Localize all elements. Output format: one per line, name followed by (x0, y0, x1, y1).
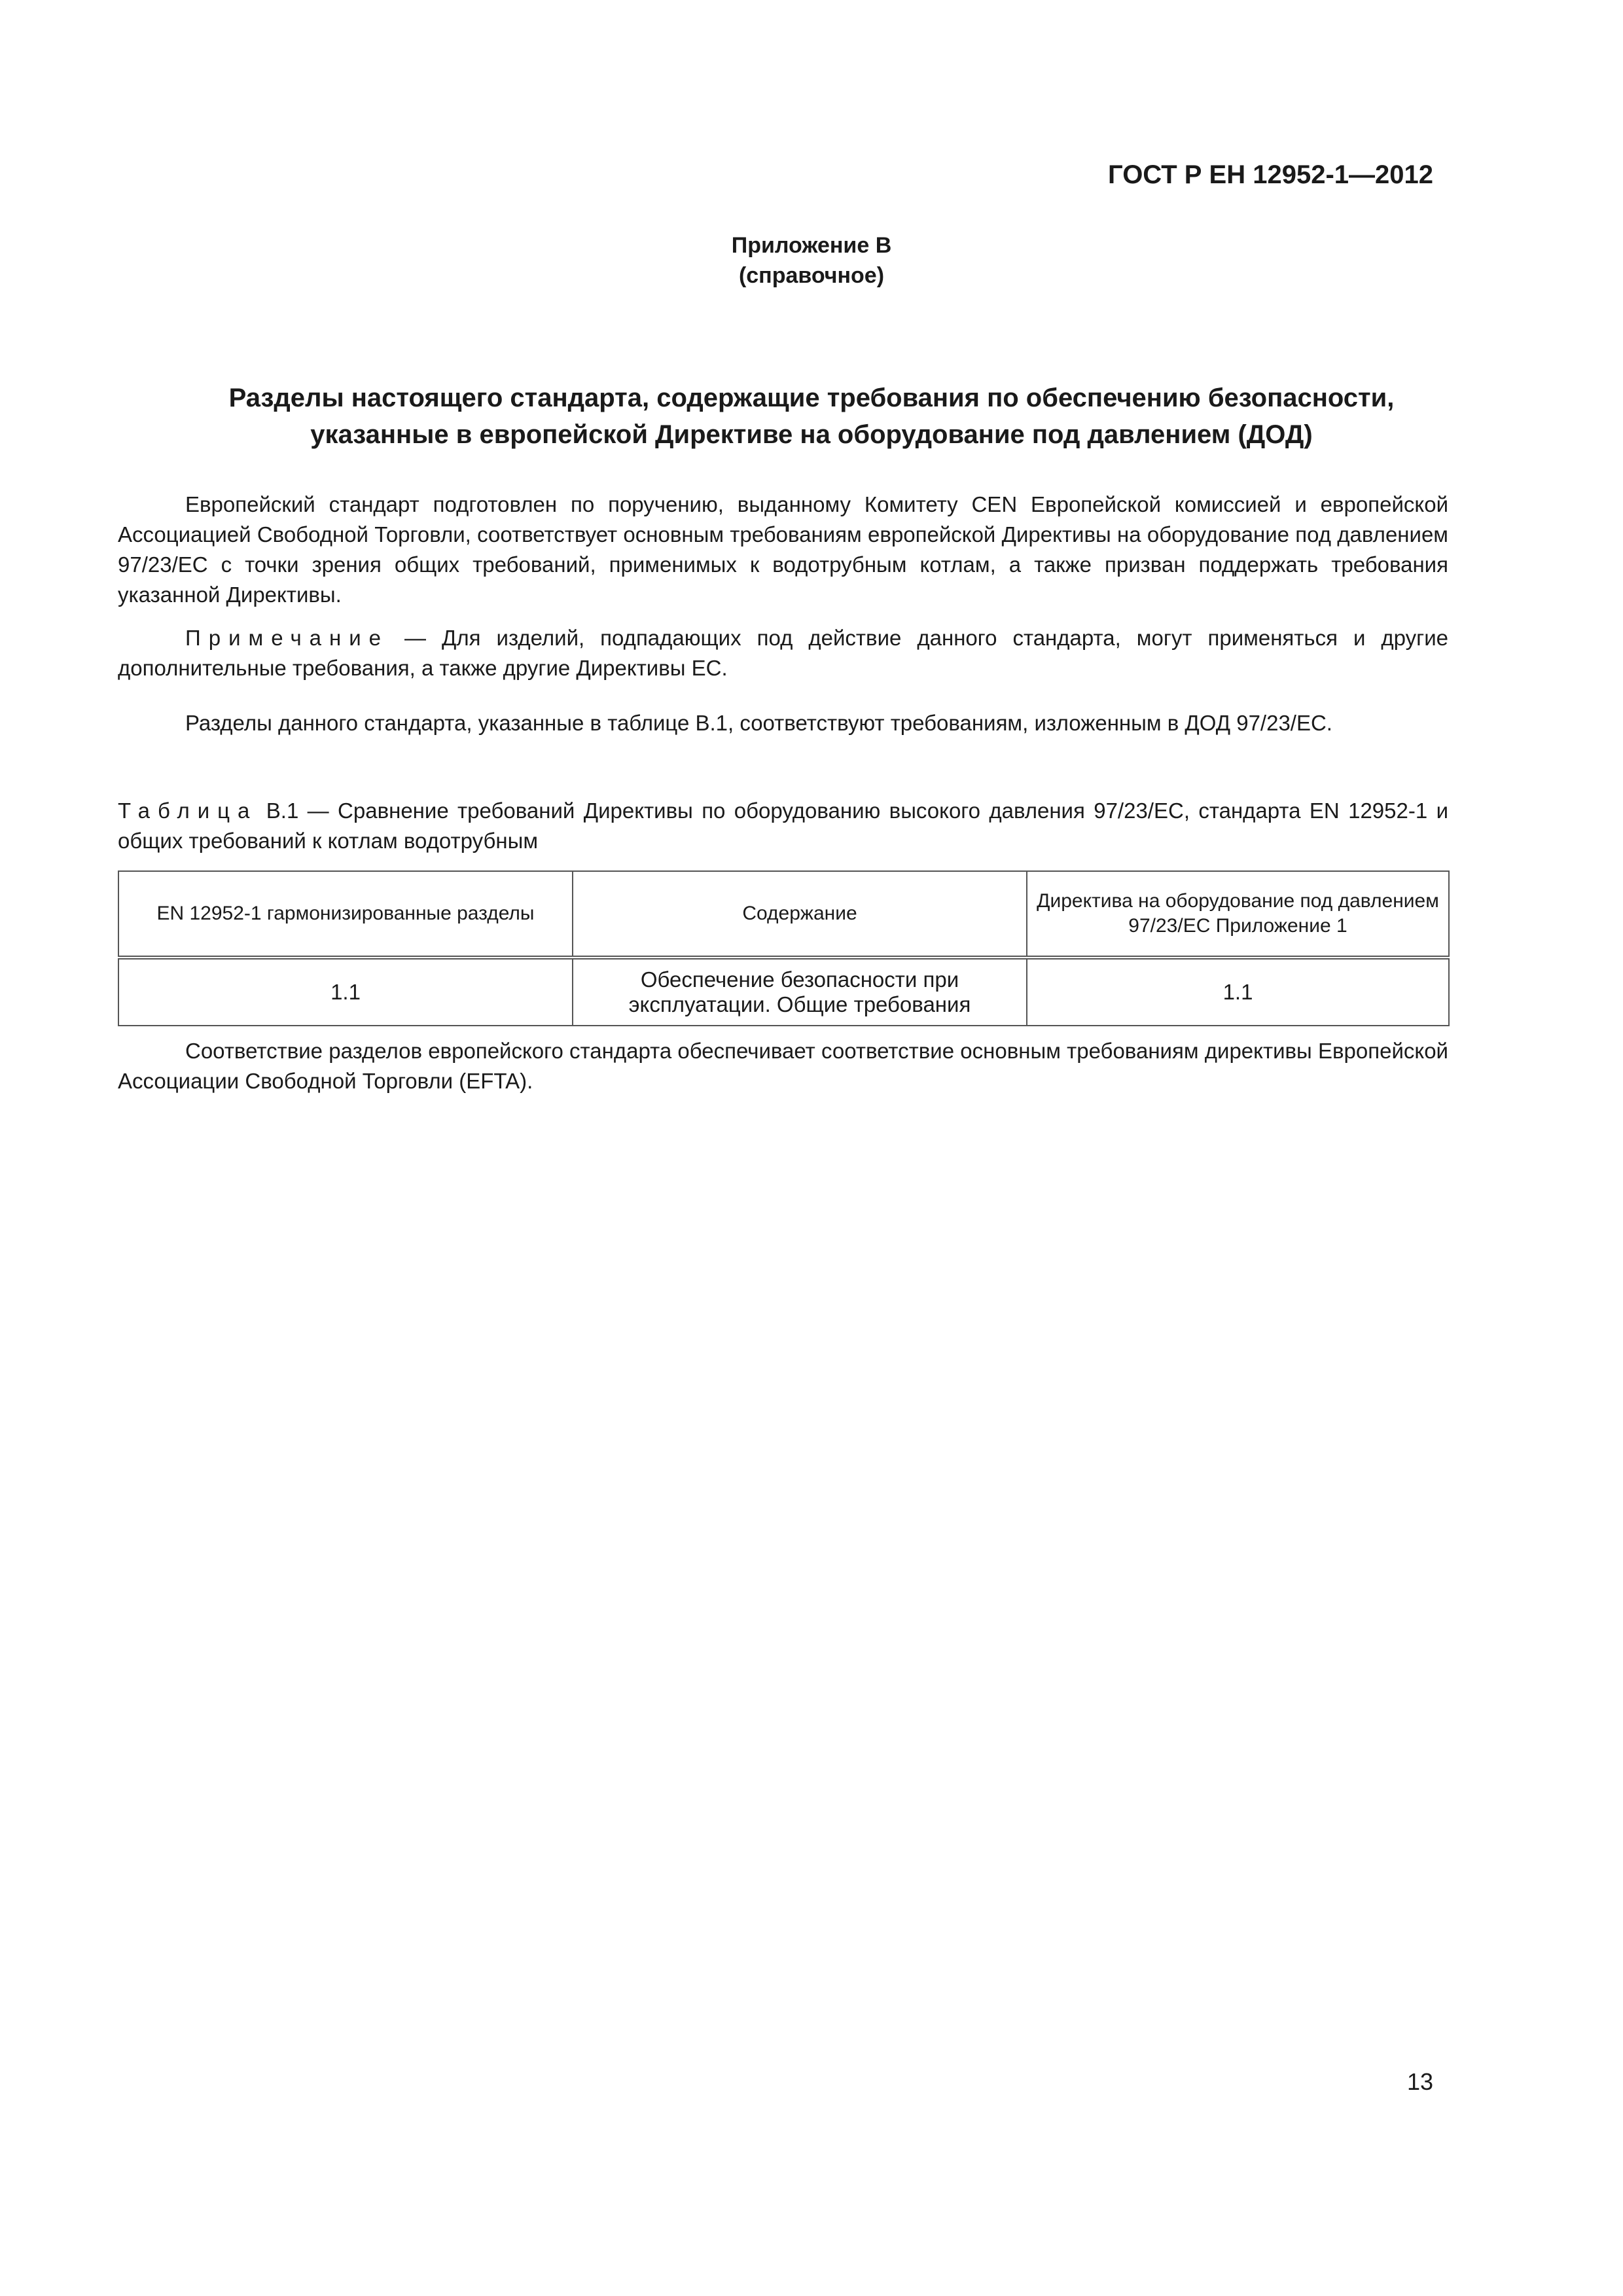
note-label: Примечание (185, 626, 389, 650)
cell-directive: 1.1 (1027, 958, 1449, 1026)
section-heading (118, 380, 1505, 453)
comparison-table (118, 870, 1450, 1026)
conclusion-paragraph: Соответствие разделов европейского стандарта обеспечивает соответствие основным требованиям директивы Европейской Ассоциации Свободной Торговли (EFTA). (118, 1039, 1448, 1093)
cell-content: Обеспечение безопасности при эксплуатации. Общие требования (573, 958, 1027, 1026)
annex-subtitle: (справочное) (738, 263, 885, 288)
cell-section: 1.1 (118, 958, 573, 1026)
annex-title: Приложение В (731, 233, 892, 258)
table-row (118, 958, 1449, 1026)
note-text: — Для изделий, подпадающих под действие данного стандарта, могут применяться и другие дополнительные требования, а также другие Директивы ЕС. (118, 626, 1448, 680)
annex-title-block (0, 230, 1623, 291)
header-harmonized-sections: EN 12952-1 гармонизированные разделы (118, 871, 573, 958)
header-directive-annex: Директива на оборудование под давлением 97/23/ЕС Приложение 1 (1027, 871, 1449, 958)
table-caption-label: Таблица (118, 798, 258, 823)
sections-paragraph: Разделы данного стандарта, указанные в таблице В.1, соответствуют требованиям, изложенным в ДОД 97/23/ЕС. (185, 711, 1332, 735)
page-number: 13 (1406, 2068, 1433, 2095)
table-caption-text: В.1 — Сравнение требований Директивы по оборудованию высокого давления 97/23/ЕС, стандарта EN 12952-1 и общих требований к котлам водотрубным (118, 798, 1448, 853)
header-content: Содержание (573, 871, 1027, 958)
document-code: ГОСТ Р ЕН 12952-1—2012 (1108, 160, 1433, 189)
intro-paragraph: Европейский стандарт подготовлен по поручению, выданному Комитету CEN Европейской комиссией и европейской Ассоциацией Свободной Торговли, соответствует основным требованиям европейской Директивы на оборудование под давлением 97/23/ЕС с точки зрения общих требований, применимых к водотрубным котлам, а также призван поддержать требования указанной Директивы. (118, 492, 1448, 607)
table-header-row (118, 871, 1449, 958)
note-paragraph (118, 623, 1448, 683)
section-heading-line-1: Разделы настоящего стандарта, содержащие требования по обеспечению безопасности, (228, 384, 1395, 412)
table-caption (118, 796, 1448, 856)
section-heading-line-2: указанные в европейской Директиве на оборудование под давлением (ДОД) (310, 420, 1313, 449)
